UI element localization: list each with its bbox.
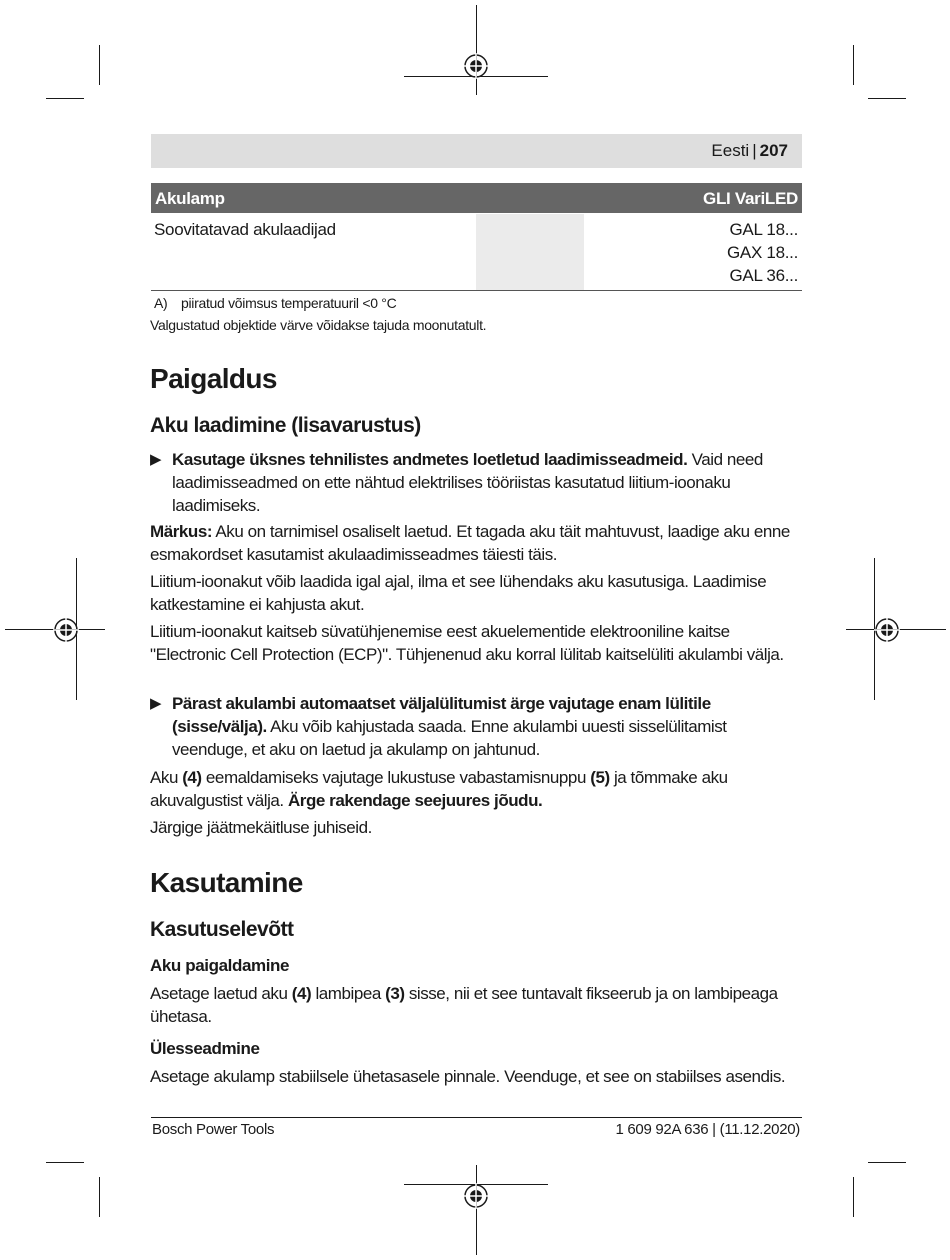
crop-mark: [853, 45, 854, 85]
footer-brand: Bosch Power Tools: [152, 1121, 275, 1138]
subsection-title-commissioning: Kasutuselevõtt: [150, 918, 294, 941]
bullet-text: Kasutage üksnes tehnilistes andmetes loetletud laadimisseadmeid. Vaid need laadimisseadmed on ette nähtud elektrilises tööriistas kasutatud liitium-ioonaku laadimiseks.: [172, 450, 763, 515]
heading-insert-battery: Aku paigaldamine: [150, 956, 290, 975]
header-section: Eesti: [711, 141, 750, 160]
subsection-title-charging: Aku laadimine (lisavarustus): [150, 414, 421, 437]
table-row-label: Soovitatavad akulaadijad: [154, 220, 336, 239]
footnote: [154, 295, 396, 311]
bullet-text: Pärast akulambi automaatset väljalülitumist ärge vajutage enam lülitile (sisse/välja). Aku võib kahjustada saada. Enne akulambi uuesti sisselülitamist veenduge, et aku on laetud ja akulamp on jahtunud.: [172, 694, 727, 759]
insert-paragraph: Asetage laetud aku (4) lambipea (3) sisse, nii et see tuntavalt fikseerub ja on lambipeaga ühetasa.: [150, 984, 778, 1026]
table-row-value: GAL 36...: [729, 266, 798, 285]
crop-mark: [853, 1177, 854, 1217]
table-header-left: Akulamp: [155, 189, 225, 208]
registration-target-icon: [463, 1183, 489, 1209]
registration-target-icon: [463, 53, 489, 79]
setup-paragraph: Asetage akulamp stabiilsele ühetasasele pinnale. Veenduge, et see on stabiilses asendis.: [150, 1067, 786, 1086]
crop-mark: [868, 98, 906, 99]
crop-mark: [868, 1162, 906, 1163]
registration-target-icon: [874, 617, 900, 643]
page-header: [151, 134, 802, 168]
footnote-marker: A): [154, 295, 168, 311]
footer-rule: [151, 1117, 802, 1118]
liion-paragraph: Liitium-ioonakut võib laadida igal ajal, ilma et see lühendaks aku kasutusiga. Laadimise katkestamine ei kahjusta akut.: [150, 572, 767, 614]
header-label: [711, 141, 788, 161]
table-header-right: GLI VariLED: [703, 189, 798, 208]
crop-mark: [99, 45, 100, 85]
table-row-value: GAL 18...: [729, 220, 798, 239]
disposal-paragraph: Järgige jäätmekäitluse juhiseid.: [150, 818, 372, 837]
table-empty-cell: [476, 214, 584, 290]
crop-mark: [46, 1162, 84, 1163]
ecp-paragraph: Liitium-ioonakut kaitseb süvatühjenemise eest akuelementide elektrooniline kaitse "Electronic Cell Protection (ECP)". Tühjenenud aku korral lülitab kaitselüliti akulambi välja.: [150, 622, 784, 664]
triangle-bullet-icon: ▶: [150, 695, 162, 712]
table-row-value: GAX 18...: [726, 243, 798, 262]
heading-setup: Ülesseadmine: [150, 1039, 260, 1058]
table-bottom-rule: [151, 290, 802, 291]
crop-mark: [99, 1177, 100, 1217]
crop-mark: [46, 98, 84, 99]
note-paragraph: Märkus: Aku on tarnimisel osaliselt laetud. Et tagada aku täit mahtuvust, laadige aku enne esmakordset kasutamist akulaadimisseadmes täiesti täis.: [150, 522, 790, 564]
section-title-paigaldus: Paigaldus: [150, 363, 277, 394]
crop-mark: [476, 1165, 477, 1255]
footnote-text: piiratud võimsus temperatuuril <0 °C: [181, 295, 397, 311]
colour-note: Valgustatud objektide värve võidakse tajuda moonutatult.: [150, 317, 487, 333]
table-header: [151, 183, 802, 213]
page-number: 207: [759, 141, 788, 160]
header-separator: |: [752, 141, 757, 160]
crop-mark: [476, 5, 477, 95]
triangle-bullet-icon: ▶: [150, 451, 162, 468]
footer-doc-id: 1 609 92A 636 | (11.12.2020): [615, 1121, 800, 1138]
section-title-kasutamine: Kasutamine: [150, 867, 303, 898]
removal-paragraph: Aku (4) eemaldamiseks vajutage lukustuse vabastamisnuppu (5) ja tõmmake aku akuvalgustist välja. Ärge rakendage seejuures jõudu.: [150, 768, 728, 810]
registration-target-icon: [53, 617, 79, 643]
